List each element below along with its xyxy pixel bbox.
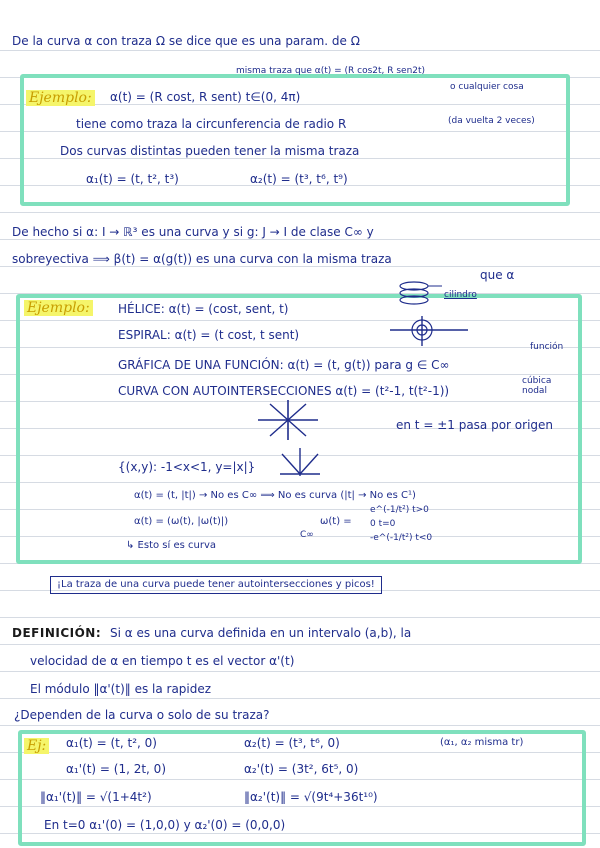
- ex2-cubica: cúbica nodal: [522, 376, 552, 396]
- ex3-label: Ej:: [24, 738, 49, 754]
- def-title: DEFINICIÓN:: [12, 626, 102, 640]
- mid-line3: que α: [480, 268, 515, 282]
- ex2-label: Ejemplo:: [24, 300, 93, 316]
- ex2-cinf: C∞: [300, 530, 314, 540]
- spiral-sketch: [390, 316, 470, 346]
- ex2-espiral: ESPIRAL: α(t) = (t cost, t sent): [118, 328, 300, 342]
- trace-note: ¡La traza de una curva puede tener autointersecciones y picos!: [50, 576, 382, 594]
- mid-line1: De hecho si α: I → ℝ³ es una curva y si g: J → I de clase C∞ y: [12, 225, 374, 239]
- ruled-line: [0, 698, 600, 699]
- abs-sketch: [280, 448, 320, 476]
- ex1-line3: Dos curvas distintas pueden tener la misma traza: [60, 144, 360, 158]
- ex1-note: (da vuelta 2 veces): [448, 116, 535, 126]
- ex2-omega: α(t) = (ω(t), |ω(t)|): [134, 516, 229, 527]
- ex3-n2: ‖α₂'(t)‖ = √(9t⁴+36t¹⁰): [244, 790, 378, 804]
- ruled-line: [0, 239, 600, 240]
- ex2-si: ↳ Esto sí es curva: [126, 540, 217, 551]
- ex1-curve1: α₁(t) = (t, t², t³): [86, 172, 179, 186]
- ex2-set: {(x,y): -1<x<1, y=|x|}: [118, 460, 256, 474]
- ex3-d2: α₂'(t) = (3t², 6t⁵, 0): [244, 762, 359, 776]
- ex3-same: (α₁, α₂ misma tr): [440, 737, 524, 748]
- ex2-origen: en t = ±1 pasa por origen: [396, 418, 554, 432]
- ex3-a2: α₂(t) = (t³, t⁶, 0): [244, 736, 340, 750]
- ex1-line2: tiene como traza la circunferencia de radio R: [76, 117, 347, 131]
- ex2-helice: HÉLICE: α(t) = (cost, sent, t): [118, 302, 289, 316]
- ex1-label: Ejemplo:: [26, 90, 95, 106]
- ex3-d1: α₁'(t) = (1, 2t, 0): [66, 762, 167, 776]
- ex3-a1: α₁(t) = (t, t², 0): [66, 736, 157, 750]
- mid-line2: sobreyectiva ⟹ β(t) = α(g(t)) es una curva con la misma traza: [12, 252, 392, 266]
- ruled-line: [0, 725, 600, 726]
- ruled-line: [0, 671, 600, 672]
- ex3-t0: En t=0 α₁'(0) = (1,0,0) y α₂'(0) = (0,0,0): [44, 818, 286, 832]
- ruled-line: [0, 617, 600, 618]
- def-question: ¿Dependen de la curva o solo de su traza?: [14, 708, 270, 722]
- def-text1: Si α es una curva definida en un intervalo (a,b), la: [110, 626, 412, 640]
- ex1-formula: α(t) = (R cost, R sent) t∈(0, 4π): [110, 90, 301, 104]
- ex2-grafica: GRÁFICA DE UNA FUNCIÓN: α(t) = (t, g(t)) para g ∈ C∞: [118, 358, 450, 372]
- ex2-case1: e^(-1/t²) t>0: [370, 505, 429, 515]
- intro-text: De la curva α con traza Ω se dice que es una param. de Ω: [12, 34, 360, 48]
- ex2-case2: 0 t=0: [370, 519, 396, 529]
- ex1-annotation: misma traza que α(t) = (R cos2t, R sen2t): [236, 66, 426, 76]
- ex3-n1: ‖α₁'(t)‖ = √(1+4t²): [40, 790, 152, 804]
- def-text3: El módulo ‖α'(t)‖ es la rapidez: [30, 682, 212, 696]
- ex1-curve2: α₂(t) = (t³, t⁶, t⁹): [250, 172, 348, 186]
- ruled-line: [0, 644, 600, 645]
- ex2-case3: -e^(-1/t²) t<0: [370, 533, 433, 543]
- ex1-annotation2: o cualquier cosa: [450, 82, 524, 92]
- ex2-cilindro: cilindro: [444, 290, 477, 300]
- ex2-auto: CURVA CON AUTOINTERSECCIONES α(t) = (t²-1, t(t²-1)): [118, 384, 450, 398]
- node-sketch: [258, 400, 318, 440]
- ex2-omegadef: ω(t) =: [320, 516, 352, 527]
- ex2-funcion: función: [530, 342, 564, 352]
- ruled-line: [0, 212, 600, 213]
- helix-sketch: [392, 280, 452, 320]
- ruled-line: [0, 266, 600, 267]
- def-text2: velocidad de α en tiempo t es el vector α'(t): [30, 654, 295, 668]
- ex2-noc: α(t) = (t, |t|) → No es C∞ ⟹ No es curva (|t| → No es C¹): [134, 490, 416, 501]
- ruled-line: [0, 50, 600, 51]
